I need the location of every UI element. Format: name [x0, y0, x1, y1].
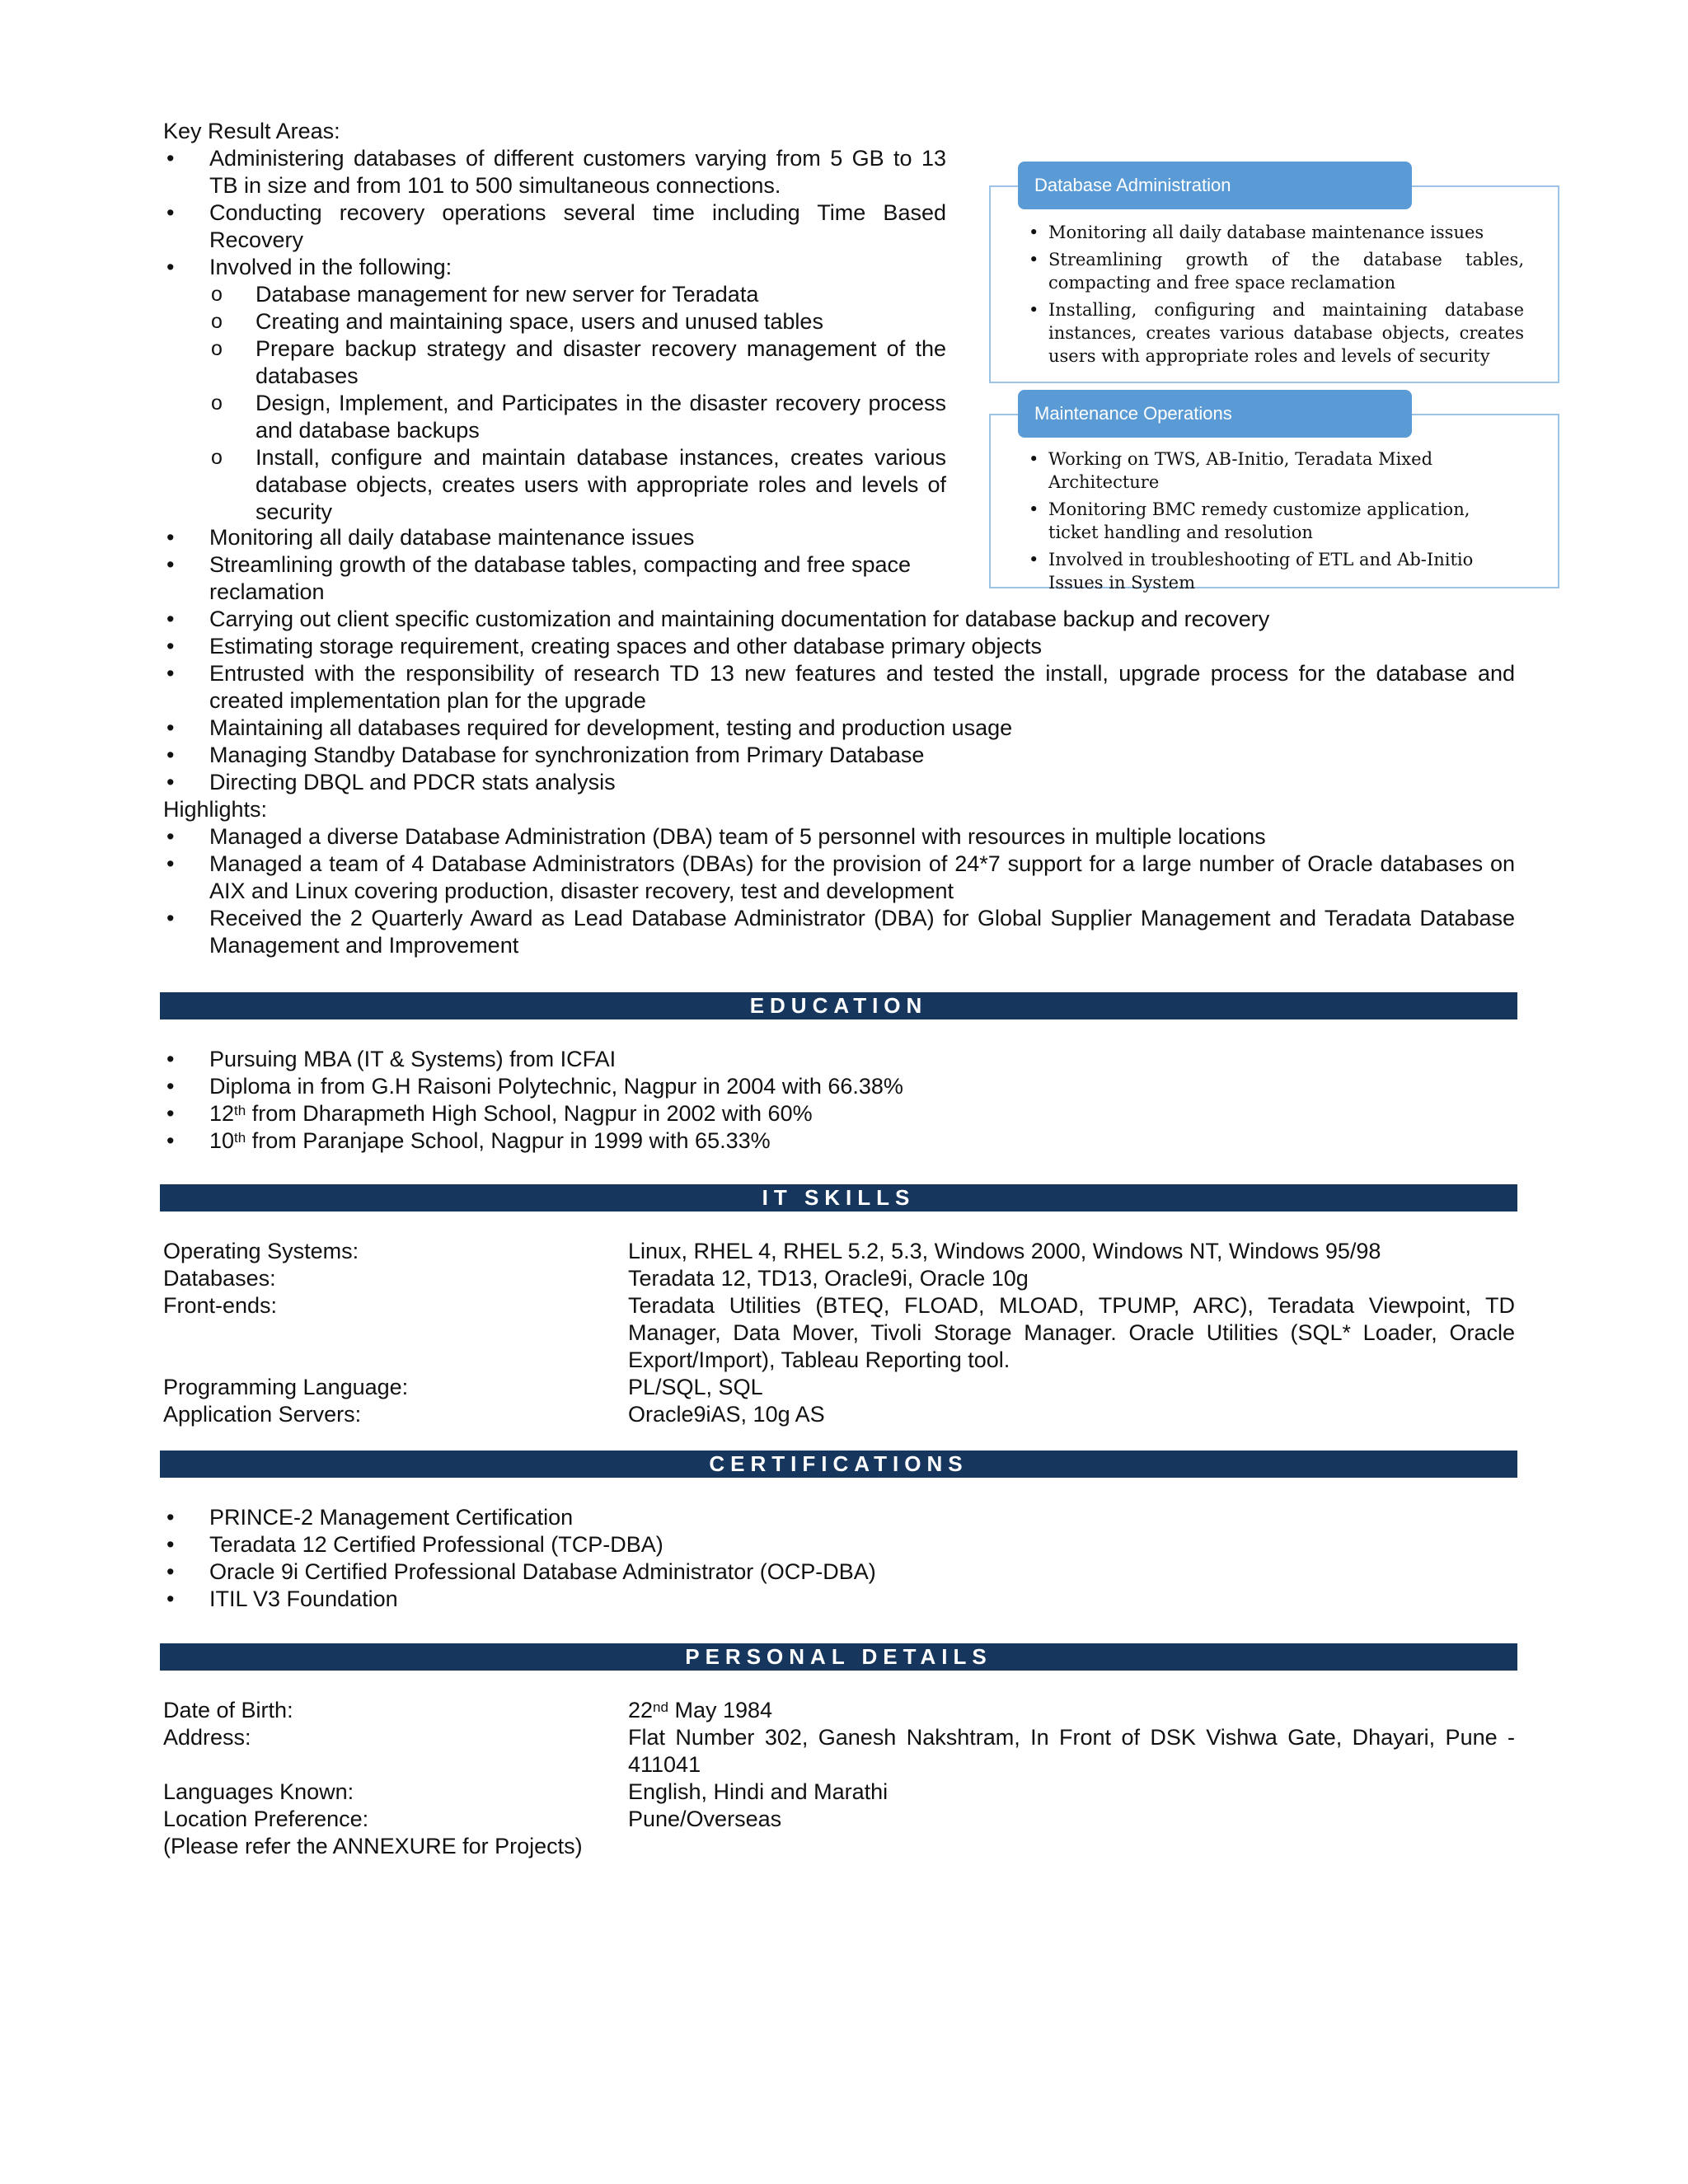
list-item — [163, 254, 946, 526]
table-row: Languages Known: English, Hindi and Marathi — [163, 1779, 889, 1804]
involved-label: Involved in the following: — [209, 255, 452, 279]
list-item: • Oracle 9i Certified Professional Database Administrator (OCP-DBA) — [163, 1558, 1515, 1586]
kra-wide-section — [163, 606, 1515, 959]
personal-details-table — [163, 1697, 1515, 1860]
certifications-list — [163, 1504, 1515, 1613]
table-row: Location Preference: Pune/Overseas — [163, 1807, 782, 1831]
list-item: • Directing DBQL and PDCR stats analysis — [163, 769, 1515, 796]
table-row: Databases: Teradata 12, TD13, Oracle9i, Oracle 10g — [163, 1266, 1029, 1291]
kra-heading: Key Result Areas: — [163, 119, 340, 143]
list-item: • Maintaining all databases required for development, testing and production usage — [163, 715, 1515, 742]
education-section — [163, 1046, 1515, 1155]
sidebar-box1-title: Database Administration — [1018, 162, 1412, 209]
list-item: • 10th from Paranjape School, Nagpur in 1999 with 65.33% — [163, 1127, 1515, 1155]
list-item: • Working on TWS, AB-Initio, Teradata Mixed Architecture — [1025, 448, 1524, 494]
table-row: Application Servers: Oracle9iAS, 10g AS — [163, 1402, 825, 1427]
kra-narrow-section — [163, 524, 946, 606]
list-item: • Installing, configuring and maintaining database instances, creates various database objects, creates users with appropriate roles and levels of security — [1025, 298, 1524, 368]
sub-list-item: o Prepare backup strategy and disaster recovery management of the databases — [209, 335, 946, 390]
sub-list-item: o Database management for new server for Teradata — [209, 281, 946, 308]
personal-details-heading: PERSONAL DETAILS — [160, 1643, 1517, 1671]
it-skills-table — [163, 1238, 1515, 1428]
list-item: • Administering databases of different customers varying from 5 GB to 13 TB in size and from 101 to 500 simultaneous connections. — [163, 145, 946, 199]
list-item: • Pursuing MBA (IT & Systems) from ICFAI — [163, 1046, 1515, 1073]
list-item: • Teradata 12 Certified Professional (TCP-DBA) — [163, 1531, 1515, 1558]
sub-list-item: o Creating and maintaining space, users and unused tables — [209, 308, 946, 335]
table-row: Address: Flat Number 302, Ganesh Nakshtram, In Front of DSK Vishwa Gate, Dhayari, Pune - 411041 — [163, 1725, 1515, 1777]
certifications-section — [163, 1504, 1515, 1613]
list-item: • Monitoring BMC remedy customize application, ticket handling and resolution — [1025, 498, 1524, 544]
sub-list-item: o Install, configure and maintain database instances, creates various database objects, creates users with appropriate roles and levels of security — [209, 444, 946, 526]
table-row: Date of Birth: 22nd May 1984 — [163, 1698, 773, 1722]
table-row: Operating Systems: Linux, RHEL 4, RHEL 5.2, 5.3, Windows 2000, Windows NT, Windows 95/98 — [163, 1239, 1381, 1263]
list-item: • Diploma in from G.H Raisoni Polytechnic, Nagpur in 2004 with 66.38% — [163, 1073, 1515, 1100]
table-row: Programming Language: PL/SQL, SQL — [163, 1375, 763, 1399]
table-row — [163, 1833, 1515, 1860]
list-item: • Streamlining growth of the database tables, compacting and free space reclamation — [1025, 248, 1524, 294]
list-item: • Monitoring all daily database maintenance issues — [163, 524, 946, 551]
certifications-heading: CERTIFICATIONS — [160, 1451, 1517, 1478]
sidebar-box2-list — [1025, 448, 1524, 598]
sidebar-box1-list — [1025, 221, 1524, 372]
list-item: • 12th from Dharapmeth High School, Nagpur in 2002 with 60% — [163, 1100, 1515, 1127]
education-heading: EDUCATION — [160, 992, 1517, 1019]
highlights-heading: Highlights: — [163, 797, 268, 822]
sidebar-box2-title: Maintenance Operations — [1018, 390, 1412, 438]
education-list — [163, 1046, 1515, 1155]
list-item: • Managing Standby Database for synchronization from Primary Database — [163, 742, 1515, 769]
list-item: • Carrying out client specific customization and maintaining documentation for database backup and recovery — [163, 606, 1515, 633]
list-item: • Estimating storage requirement, creating spaces and other database primary objects — [163, 633, 1515, 660]
list-item: • Received the 2 Quarterly Award as Lead Database Administrator (DBA) for Global Supplier Management and Teradata Database Management and Improvement — [163, 905, 1515, 959]
it-skills-heading: IT SKILLS — [160, 1184, 1517, 1212]
kra-list — [163, 145, 946, 526]
table-row: Front-ends: Teradata Utilities (BTEQ, FLOAD, MLOAD, TPUMP, ARC), Teradata Viewpoint, TD Manager, Data Mover, Tivoli Storage Manager. Oracle Utilities (SQL* Loader, Oracle Export/Import), Tableau Reporting tool. — [163, 1293, 1515, 1372]
projects-note: (Please refer the ANNEXURE for Projects) — [163, 1834, 583, 1858]
list-item: • Involved in troubleshooting of ETL and Ab-Initio Issues in System — [1025, 548, 1524, 594]
sidebar-box-database-administration — [989, 185, 1559, 383]
list-item: • Managed a team of 4 Database Administrators (DBAs) for the provision of 24*7 support for a large number of Oracle databases on AIX and Linux covering production, disaster recovery, test and development — [163, 851, 1515, 905]
list-item: • Managed a diverse Database Administration (DBA) team of 5 personnel with resources in multiple locations — [163, 823, 1515, 851]
list-item: • Conducting recovery operations several time including Time Based Recovery — [163, 199, 946, 254]
kra-wide-list — [163, 606, 1515, 796]
list-item: • Entrusted with the responsibility of research TD 13 new features and tested the install, upgrade process for the database and created implementation plan for the upgrade — [163, 660, 1515, 715]
list-item: • Streamlining growth of the database tables, compacting and free space reclamation — [163, 551, 946, 606]
highlights-list — [163, 823, 1515, 959]
list-item: • ITIL V3 Foundation — [163, 1586, 1515, 1613]
sidebar-box-maintenance-operations — [989, 414, 1559, 593]
kra-section — [163, 118, 946, 526]
list-item: • Monitoring all daily database maintenance issues — [1025, 221, 1524, 244]
kra-sub-list — [209, 281, 946, 526]
sub-list-item: o Design, Implement, and Participates in the disaster recovery process and database backups — [209, 390, 946, 444]
list-item: • PRINCE-2 Management Certification — [163, 1504, 1515, 1531]
kra-narrow-list — [163, 524, 946, 606]
